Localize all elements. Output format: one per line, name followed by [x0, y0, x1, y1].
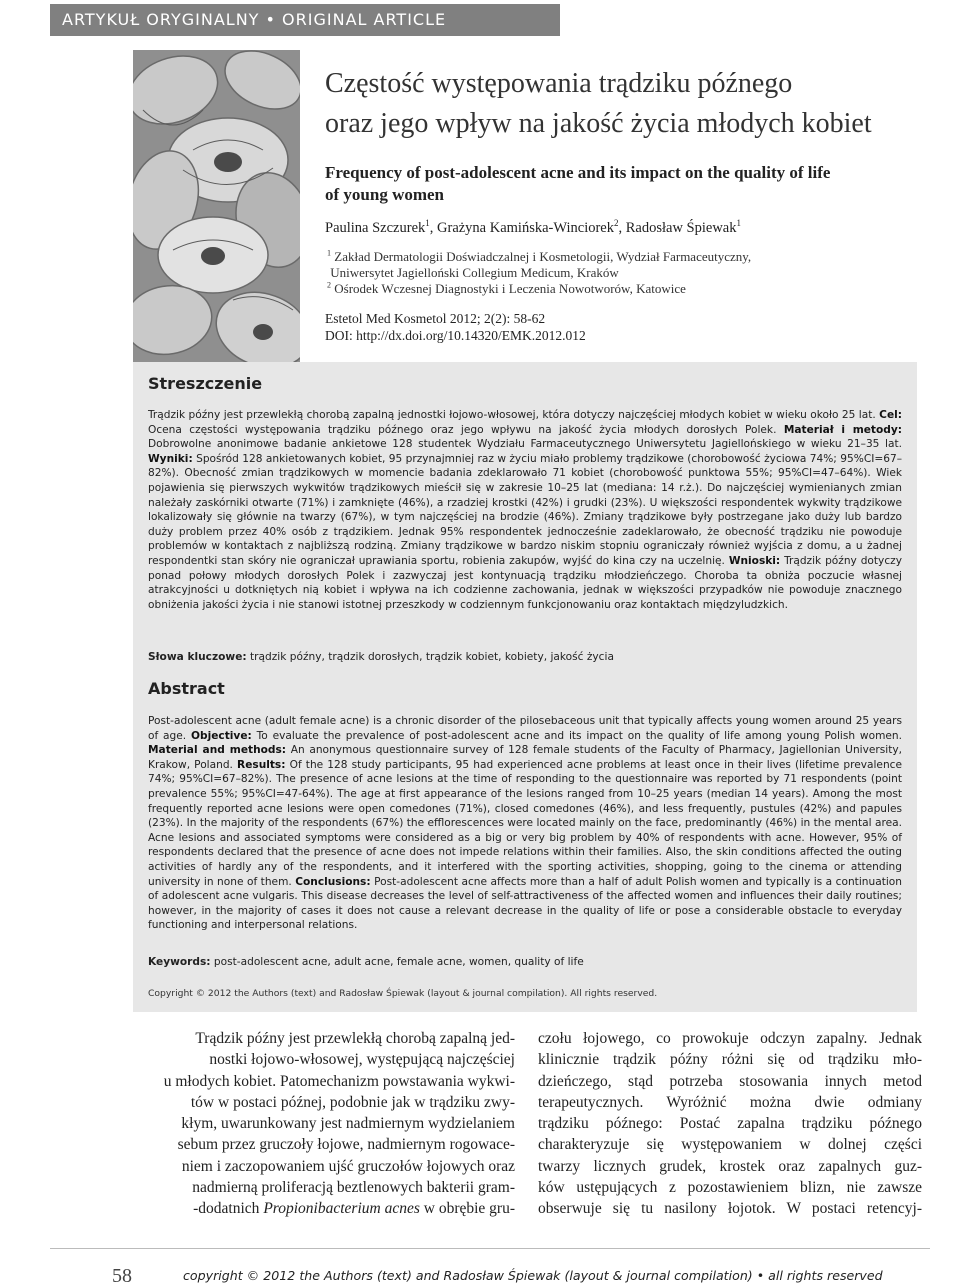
abstract-text [148, 714, 902, 933]
affiliation-1-cont [327, 265, 927, 281]
body-line-last [115, 1198, 515, 1219]
article-title-en: Frequency of post-adolescent acne and its impact on the quality of life of young women [325, 163, 831, 204]
body-line: nadmierną proliferacją beztlenowych bakterii gram- [192, 1179, 515, 1197]
abstract-intro: Post-adolescent acne (adult female acne) is a chronic disorder of the pilosebaceous unit that typically affects young women around 25 years of age. [148, 715, 902, 742]
body-line: twarzy licznych grudek, krostek oraz zapalnych guz- [538, 1157, 922, 1175]
body-line: klinicznie trądzik późny różni się od trądziku mło- [538, 1051, 922, 1069]
affiliation-mark: 2 [327, 280, 332, 290]
article-title-pl [325, 64, 925, 144]
affiliation-mark: 1 [327, 248, 332, 258]
author-affiliation-mark: 1 [736, 218, 741, 229]
species-name: Propionibacterium acnes [263, 1200, 420, 1218]
affiliation-1-line-2: Uniwersytet Jagielloński Collegium Medicum, Kraków [330, 265, 619, 280]
affiliation-1-line-1: Zakład Dermatologii Doświadczalnej i Kosmetologii, Wydział Farmaceutyczny, [334, 249, 752, 264]
conclusions-label: Conclusions: [295, 875, 371, 888]
conclusions-text: Post-adolescent acne affects more than a half of adult Polish women and typically is a continuation of adolescent acne vulgaris. This disease decreases the level of self-attractiveness of the affected women and influences their daily routines; however, in the majority of cases it does not cause a relevant decrease in the quality of life or pose a considerable obstacle to everyday functioning and interpersonal relations. [148, 875, 902, 932]
body-line: niem i zaczopowaniem ujść gruczołów łojowych oraz [181, 1157, 515, 1175]
body-line: u młodych kobiet. Patomechanizm powstawania wykwi- [163, 1072, 515, 1090]
author-name: Grażyna Kamińska-Winciorek [437, 220, 614, 236]
wnioski-text: Trądzik późny dotyczy ponad połowy młodych dorosłych Polek i zazwyczaj jest kontynuacją trądziku młodzieńczego. Choroba ta obniża poczucie własnej atrakcyjności u dotkniętych nią kobiet i wpływa na ich codzienne zachowania, jednak w większości przypadków nie powoduje znacznego obniżenia jakości życia i nie stanowi istotnej przeszkody w codziennym funkcjonowaniu oraz kontaktach międzyludzkich. [148, 554, 902, 611]
objective-text: To evaluate the prevalence of post-adolescent acne and its impact on the quality of life among young Polish women. [256, 729, 902, 742]
wnioski-label: Wnioski: [728, 554, 781, 567]
footer-copyright: copyright © 2012 the Authors (text) and Radosław Śpiewak (layout & journal compilation) • all rights reserved [183, 1268, 883, 1283]
body-line: terapeutycznych. Wyróżnić można dwie odmiany [538, 1093, 922, 1111]
body-text-segment: -dodatnich [193, 1200, 264, 1218]
body-line: trądziku późnego: Postać zapalna trądziku późnego [538, 1115, 922, 1133]
body-line: czołu łojowego, co prowokuje odczyn zapalny. Jednak [538, 1030, 922, 1047]
abstract-heading: Abstract [148, 679, 225, 698]
results-label: Results: [237, 758, 286, 771]
material-label: Materiał i metody: [783, 423, 902, 436]
streszczenie-heading: Streszczenie [148, 374, 263, 393]
material-methods-text: An anonymous questionnaire survey of 128 female students of the Faculty of Pharmacy, Jagiellonian University, Krakow, Poland. [148, 744, 902, 771]
author-name: Paulina Szczurek [325, 220, 426, 236]
body-line: charakteryzuje się występowaniem w dolnej części [538, 1136, 922, 1154]
body-line: ków ustępujących z pozostawieniem blizn, nie zawsze [538, 1179, 922, 1197]
citation-block [325, 310, 925, 344]
body-line: obserwuje się tu nasilony łojotok. W postaci retencyj- [538, 1200, 922, 1218]
body-line: Trądzik późny jest przewlekłą chorobą zapalną jed- [195, 1030, 515, 1047]
doi-link[interactable]: DOI: http://dx.doi.org/10.14320/EMK.2012.012 [325, 328, 586, 343]
streszczenie-text [148, 408, 902, 612]
material-methods-label: Material and methods: [148, 744, 287, 757]
cel-label: Cel: [879, 409, 902, 421]
title-line-2: oraz jego wpływ na jakość życia młodych kobiet [325, 108, 872, 139]
keywords-pl-label: Słowa kluczowe: [148, 651, 247, 663]
keywords-en-label: Keywords: [148, 956, 211, 968]
keywords-pl [148, 651, 902, 663]
body-line: dzieńczego, stąd potrzeba stosowania innych metod [538, 1072, 922, 1090]
objective-label: Objective: [191, 729, 252, 742]
material-text: Dobrowolne anonimowe badanie ankietowe 128 studentek Wydziału Farmaceutycznego Uniwersytetu Jagiellońskiego w wieku 21–35 lat. [148, 438, 902, 451]
body-text-segment: w obrębie gru- [419, 1200, 515, 1218]
body-column-right [538, 1028, 922, 1220]
copyright-notice: Copyright © 2012 the Authors (text) and Radosław Śpiewak (layout & journal compilation). All rights reserved. [148, 988, 658, 999]
journal-citation: Estetol Med Kosmetol 2012; 2(2): 58-62 [325, 311, 546, 326]
streszczenie-intro: Trądzik późny jest przewlekłą chorobą zapalną jednostki łojowo-włosowej, która dotyczy najczęściej młodych kobiet w wieku około 25 lat. [148, 409, 876, 421]
keywords-en-text: post-adolescent acne, adult acne, female acne, women, quality of life [213, 956, 584, 968]
affiliation-2 [327, 281, 927, 297]
author-name: Radosław Śpiewak [625, 220, 737, 236]
body-line: kłym, uwarunkowany jest nadmiernym wydzielaniem [181, 1115, 515, 1133]
body-line: nostki łojowo-włosowej, występującą najczęściej [209, 1051, 515, 1069]
author-affiliation-mark: 1 [425, 218, 430, 229]
keywords-pl-text: trądzik późny, trądzik dorosłych, trądzik kobiet, kobiety, jakość życia [250, 651, 614, 663]
body-line: tów w postaci późnej, podobnie jak w trądziku zwy- [190, 1093, 515, 1111]
affiliations [327, 249, 927, 297]
body-column-left [115, 1028, 515, 1220]
affiliation-1 [327, 249, 927, 265]
title-line-1: Częstość występowania trądziku późnego [325, 68, 793, 99]
author-affiliation-mark: 2 [613, 218, 619, 229]
wyniki-label: Wyniki: [148, 452, 193, 465]
article-type-banner: ARTYKUŁ ORYGINALNY • ORIGINAL ARTICLE [50, 4, 560, 36]
body-line: sebum przez gruczoły łojowe, nadmiernym rogowace- [177, 1136, 515, 1154]
page-number: 58 [112, 1265, 132, 1287]
author-list: Paulina Szczurek$^1$, Grażyna Kamińska-Winciorek$^2$, Radosław Śpiewak$^1$ [325, 218, 741, 236]
flower-illustration [133, 50, 300, 362]
affiliation-2-line-1: Ośrodek Wczesnej Diagnostyki i Leczenia Nowotworów, Katowice [334, 281, 686, 296]
footer-divider [50, 1248, 930, 1249]
cel-text: Ocena częstości występowania trądziku późnego oraz jego wpływu na jakość życia młodych dorosłych Polek. [148, 423, 777, 436]
results-text: Of the 128 study participants, 95 had experienced acne problems at least once in their lives (lifetime prevalence 74%; 95%CI=67–82%). The presence of acne lesions at the time of responding to the questionnaire was reported by 71 respondents (point prevalence 55%; 95%CI=47-64%). The age at first appearance of the lesions ranged from 10–25 years (median 14 years). Among the most frequently reported acne lesions were open comedones (71%), closed comedones (46%), and less frequently, pustules (42%) and papules (23%). In the majority of the respondents (67%) the efflorescences were located mainly on the face, predominantly (46%) in the mental area. Acne lesions and associated symptoms were considered as a big or very big problem by 40% of respondents with acne. However, 95% of respondents declared that the presence of acne does not impede relations within their families. Also, the skin conditions affected the outing activities of hardly any of the respondents, and it interfered with the sporting activities, shopping, going to the cinema or attending university in none of them. [148, 758, 902, 888]
keywords-en [148, 956, 902, 968]
wyniki-text: Spośród 128 ankietowanych kobiet, 95 przynajmniej raz w życiu miało problemy trądzikowe (chorobowość życiowa 74%; 95%CI=67–82%). Obecność zmian trądzikowych w momencie badania zdeklarowało 71 kobiet (chorobowość punktowa 55%; 95%CI=47–64%). Wiek pojawienia się pierwszych wykwitów trądzikowych mieścił się w zakresie 10–25 lat (mediana: 14 r.ż.). Do najczęściej wymienianych zmian należały zaskórniki otwarte (71%) i zamknięte (46%), a rzadziej krostki (42%) i grudki (23%). U większości respondentek wykwity trądzikowe lokalizowały się głównie na twarzy (67%), w tym najczęściej na brodzie (46%). Zmiany trądzikowe były postrzegane jako duży lub bardzo duży problem przez 40% osób z trądzikiem. Jednak 95% respondentek jednocześnie zadeklarowało, że obecność trądziku nie powoduje problemów w kontaktach z najbliższą rodziną. Zmiany trądzikowe w bardzo niskim stopniu ograniczały również wyjścia z domu, a u żadnej respondentki stan skóry nie ograniczał uprawiania sportu, robienia zakupów, wyjść do kina czy na uczelnię. [148, 452, 902, 567]
